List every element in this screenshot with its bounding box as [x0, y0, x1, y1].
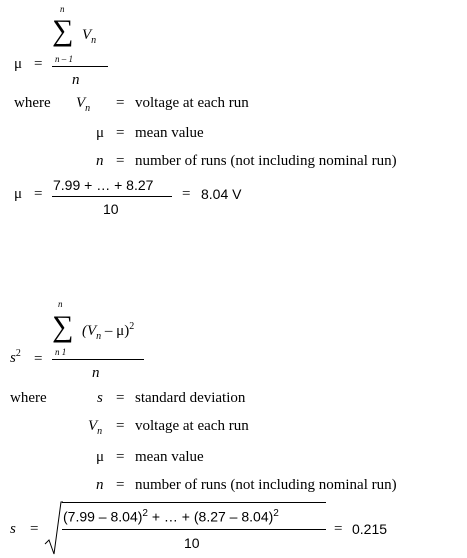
summation-sign: ∑: [52, 310, 74, 343]
definition-text: mean value: [135, 449, 204, 465]
definition-text: standard deviation: [135, 390, 246, 406]
equals-sign: =: [116, 125, 125, 141]
calc-denominator: 10: [103, 201, 119, 217]
definition-symbol: $V_n$: [76, 95, 91, 114]
sum-upper-limit: n: [58, 299, 63, 309]
equals-sign: =: [116, 477, 125, 493]
definition-symbol: n: [96, 153, 104, 169]
definition-text: number of runs (not including nominal run): [135, 153, 397, 169]
fraction-bar: [52, 196, 172, 197]
summation-sign: ∑: [52, 14, 74, 47]
fraction-bar: [62, 529, 326, 530]
equals-sign: =: [34, 186, 43, 202]
definition-text: voltage at each run: [135, 418, 249, 434]
equals-sign: =: [116, 418, 125, 434]
definition-symbol: n: [96, 477, 104, 493]
mean-symbol: μ: [14, 56, 23, 72]
definition-text: number of runs (not including nominal run): [135, 477, 397, 493]
where-label: where: [10, 390, 47, 406]
equals-sign: =: [334, 521, 343, 537]
sum-lower-limit: n – 1: [55, 54, 73, 64]
mean-symbol: μ: [14, 186, 23, 202]
definition-symbol: μ: [96, 125, 105, 141]
denominator: n: [72, 72, 80, 88]
fraction-bar: [52, 66, 108, 67]
square-root-icon: [44, 500, 64, 556]
fraction-bar: [52, 359, 144, 360]
term-expression: $(V_n - \mu)^2$: [82, 321, 135, 342]
equals-sign: =: [116, 153, 125, 169]
variance-symbol: $s^2$: [10, 348, 21, 366]
calc-denominator: 10: [184, 535, 200, 551]
denominator: n: [92, 365, 100, 381]
equals-sign: =: [116, 95, 125, 111]
equals-sign: =: [30, 521, 39, 537]
equals-sign: =: [116, 449, 125, 465]
definition-text: voltage at each run: [135, 95, 249, 111]
calc-result: 0.215: [352, 521, 388, 537]
term-variable: $V_n$: [82, 27, 97, 46]
sum-upper-limit: n: [60, 4, 65, 14]
definition-symbol: s: [97, 390, 103, 406]
definition-text: mean value: [135, 125, 204, 141]
radical-overline: [62, 502, 326, 503]
std-dev-symbol: s: [10, 521, 16, 537]
definition-symbol: $V_n$: [88, 418, 103, 437]
calc-numerator: (7.99 – 8.04)$^2$ + … + (8.27 – 8.04)$^2$: [63, 508, 279, 525]
equals-sign: =: [34, 351, 43, 367]
sum-lower-limit: n 1: [55, 347, 67, 357]
equals-sign: =: [116, 390, 125, 406]
equals-sign: =: [182, 186, 191, 202]
calc-numerator: 7.99 + … + 8.27: [53, 177, 154, 193]
where-label: where: [14, 95, 51, 111]
definition-symbol: μ: [96, 449, 105, 465]
equals-sign: =: [34, 56, 43, 72]
calc-result: 8.04 V: [201, 186, 242, 202]
